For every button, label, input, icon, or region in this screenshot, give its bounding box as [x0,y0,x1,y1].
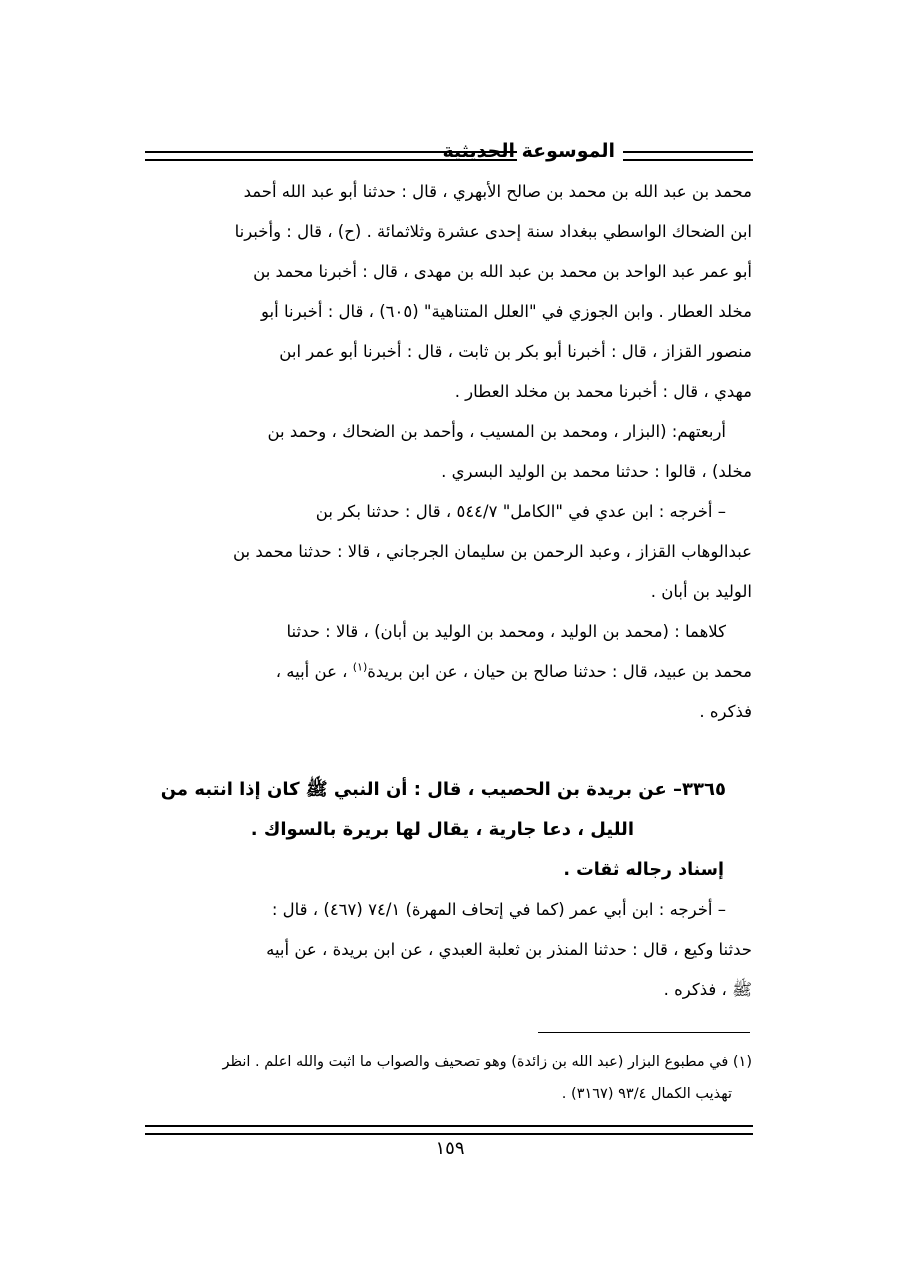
paragraph-line: أبو عمر عبد الواحد بن محمد بن عبد الله بن مهدى ، قال : أخبرنا محمد بن [253,262,752,281]
paragraph-line: محمد بن عبد الله بن محمد بن صالح الأبهري ، قال : حدثنا أبو عبد الله أحمد [243,182,752,201]
running-header [145,140,753,169]
header-rule-left [145,151,517,161]
footnote-line: (١) في مطبوع البزار (عبد الله بن زائدة) وهو تصحيف والصواب ما اثبت والله اعلم . انظر [222,1054,752,1070]
page-number: ١٥٩ [435,1138,465,1159]
hadith-heading-line: ٣٣٦٥– عن بريدة بن الحصيب ، قال : أن النبي ﷺ كان إذا انتبه من [160,779,726,800]
main-text [150,172,752,1010]
footnote-line: تهذيب الكمال ٩٣/٤ (٣١٦٧) . [561,1086,732,1102]
isnad-grade: إسناد رجاله ثقات . [563,860,724,880]
footnote [148,1046,752,1110]
header-title: الموسوعة الحديثية [442,140,615,162]
text-run: محمد بن عبيد، قال : حدثنا صالح بن حيان ، عن ابن بريدة [367,662,752,681]
text-run: ، عن أبيه ، [275,662,353,681]
paragraph-line: حدثنا وكيع ، قال : حدثنا المنذر بن ثعلبة العبدي ، عن ابن بريدة ، عن أبيه [266,940,752,959]
paragraph-line: ابن الضحاك الواسطي ببغداد سنة إحدى عشرة وثلاثمائة . (ح) ، قال : وأخبرنا [234,222,752,241]
paragraph-line: عبدالوهاب القزاز ، وعبد الرحمن بن سليمان الجرجاني ، قالا : حدثنا محمد بن [232,542,752,561]
paragraph-line: ﷺ ، فذكره . [663,980,752,999]
header-rule-right [623,151,753,161]
paragraph-line: أربعتهم: (البزار ، ومحمد بن المسيب ، وأحمد بن الضحاك ، وحمد بن [267,422,726,441]
paragraph-line: – أخرجه : ابن أبي عمر (كما في إتحاف المهرة) ٧٤/١ (٤٦٧) ، قال : [271,900,726,919]
hadith-heading-line: الليل ، دعا جارية ، يقال لها بريرة بالسواك . [250,819,634,840]
footnote-marker[interactable]: (١) [352,660,368,674]
paragraph-line: فذكره . [699,702,752,721]
paragraph-line: مخلد العطار . وابن الجوزي في "العلل المتناهية" (٦٠٥) ، قال : أخبرنا أبو [261,302,752,321]
paragraph-line: – أخرجه : ابن عدي في "الكامل" ٥٤٤/٧ ، قال : حدثنا بكر بن [315,502,726,521]
paragraph-line: كلاهما : (محمد بن الوليد ، ومحمد بن الوليد بن أبان) ، قالا : حدثنا [286,622,726,641]
footnote-separator [538,1032,750,1033]
paragraph-line [150,652,752,692]
paragraph-line: الوليد بن أبان . [650,582,752,601]
paragraph-line: مهدي ، قال : أخبرنا محمد بن مخلد العطار . [454,382,752,401]
paragraph-line: منصور القزاز ، قال : أخبرنا أبو بكر بن ثابت ، قال : أخبرنا أبو عمر ابن [279,342,752,361]
section-gap [150,732,752,770]
hadith-heading [150,770,752,850]
paragraph-line: مخلد) ، قالوا : حدثنا محمد بن الوليد البسري . [441,462,752,481]
footer-rule [145,1125,753,1135]
